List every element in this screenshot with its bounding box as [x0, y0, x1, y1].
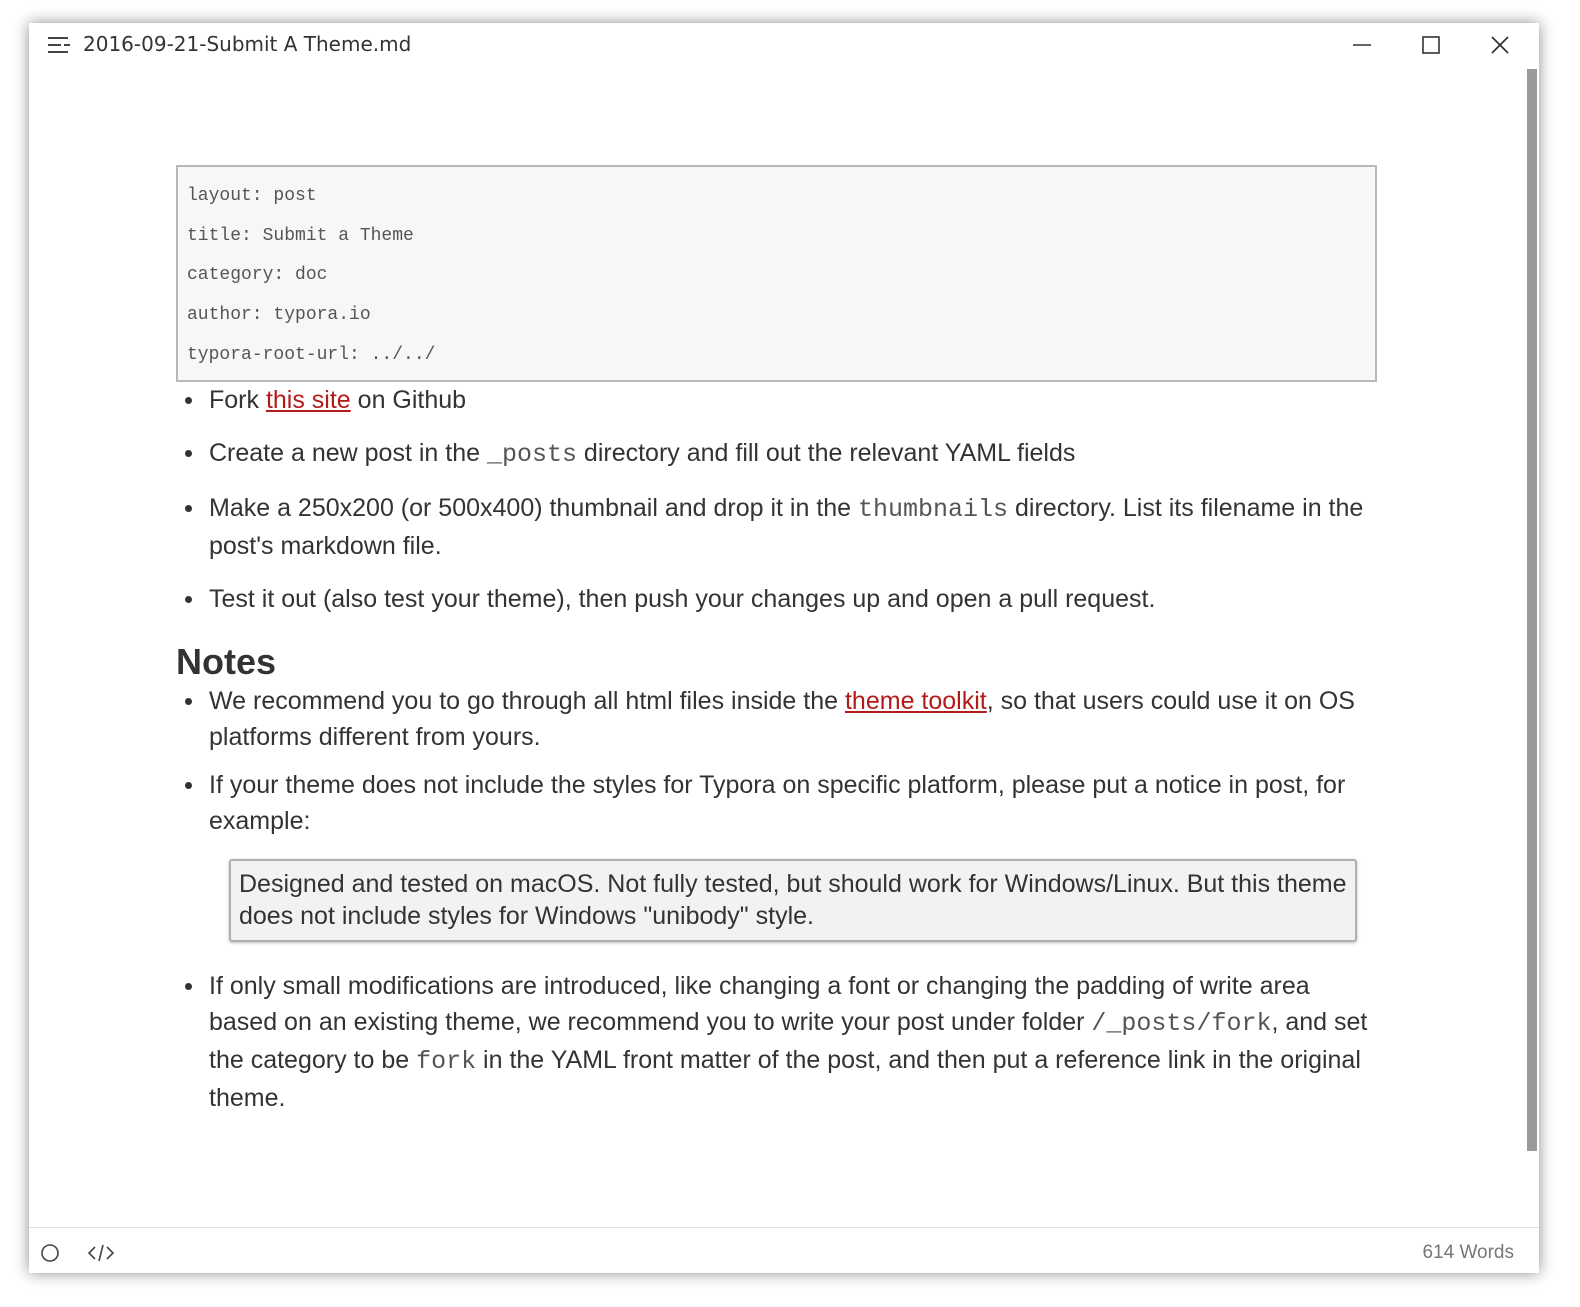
circle-icon	[40, 1243, 60, 1263]
front-matter-line: typora-root-url: ../../	[187, 344, 436, 365]
this-site-link[interactable]: this site	[265, 386, 351, 414]
maximize-icon	[1411, 29, 1451, 61]
list-text: Create a new post in the	[209, 439, 487, 467]
list-item	[176, 581, 1377, 617]
list-text: on Github	[350, 386, 467, 414]
title-bar	[29, 23, 1539, 67]
list-text: in the YAML front matter of the post, and then put a reference link in the original theme.	[209, 1046, 1361, 1112]
list-text: If your theme does not include the styles for Typora on specific platform, please put a notice in post, for example:	[209, 771, 1346, 835]
list-text: We recommend you to go through all html files inside the	[209, 687, 845, 715]
status-bar	[29, 1227, 1539, 1273]
notes-list	[176, 683, 1377, 1116]
inline-code: _posts	[486, 440, 577, 469]
list-text: If only small modifications are introduced, like changing a font or changing the padding of write area based on an existing theme, we recommend you to write your post under folder	[209, 972, 1310, 1036]
list-text: , so that users could use it on OS platforms different from yours.	[209, 687, 1355, 751]
front-matter-line: author: typora.io	[187, 305, 371, 326]
list-item	[176, 683, 1377, 755]
front-matter-line: title: Submit a Theme	[187, 225, 414, 246]
app-window	[29, 23, 1539, 1273]
outline-toggle-button[interactable]	[40, 1243, 60, 1263]
editor-content[interactable]	[176, 165, 1377, 1116]
inline-code: fork	[416, 1047, 477, 1076]
notes-heading: Notes	[176, 641, 277, 682]
source-mode-button[interactable]	[87, 1243, 115, 1263]
list-item	[176, 435, 1377, 473]
list-text: , and set the category to be	[209, 1008, 1368, 1074]
close-button[interactable]	[1480, 29, 1520, 61]
list-item	[176, 490, 1377, 564]
close-icon	[1480, 29, 1520, 61]
scrollbar-thumb[interactable]	[1527, 69, 1537, 1151]
front-matter-line: category: doc	[187, 265, 328, 286]
word-count[interactable]: 614 Words	[1422, 1242, 1514, 1263]
list-item	[176, 968, 1377, 1116]
vertical-scrollbar[interactable]	[1525, 67, 1539, 1227]
list-text: directory and fill out the relevant YAML fields	[576, 439, 1076, 467]
list-text: Make a 250x200 (or 500x400) thumbnail and drop it in the	[209, 494, 859, 522]
list-item	[176, 767, 1377, 942]
list-item	[176, 382, 1377, 418]
inline-code: thumbnails	[858, 495, 1009, 524]
front-matter-line: layout: post	[187, 186, 317, 206]
hamburger-menu-icon[interactable]	[47, 35, 71, 55]
theme-toolkit-link[interactable]: theme toolkit	[844, 687, 987, 715]
inline-code: /_posts/fork	[1091, 1009, 1272, 1038]
yaml-front-matter[interactable]	[176, 165, 1377, 382]
minimize-button[interactable]	[1342, 29, 1382, 61]
window-title: 2016-09-21-Submit A Theme.md	[83, 32, 412, 56]
minimize-icon	[1342, 29, 1382, 61]
steps-list	[176, 382, 1377, 617]
list-text: Fork	[209, 386, 266, 414]
list-text: directory. List its filename in the post's markdown file.	[209, 494, 1364, 560]
code-brackets-icon	[87, 1243, 115, 1263]
notice-blockquote: Designed and tested on macOS. Not fully tested, but should work for Windows/Linux. But this theme does not include styles for Windows "unibody" style.	[229, 859, 1357, 942]
maximize-button[interactable]	[1411, 29, 1451, 61]
list-text: Test it out (also test your theme), then push your changes up and open a pull request.	[209, 585, 1156, 613]
